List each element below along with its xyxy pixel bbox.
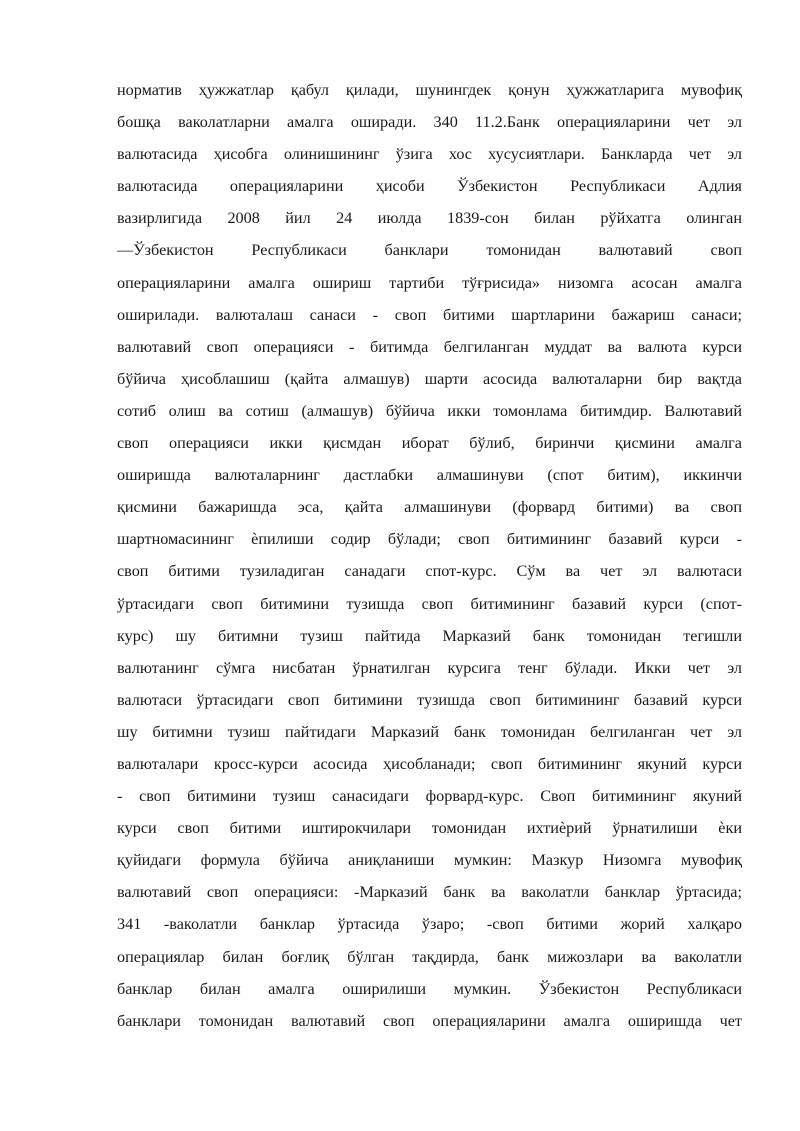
text-line: оширилади. валюталаш санаси - своп битими шартларини бажариш санаси; [117, 305, 742, 324]
text-line: валютавий своп операцияси: -Марказий банк ва ваколатли банклар ўртасида; [117, 883, 742, 902]
text-line: сотиб олиш ва сотиш (алмашув) бўйича икки томонлама битимдир. Валютавий [117, 401, 742, 420]
text-line: валютасида операцияларини ҳисоби Ўзбекистон Республикаси Адлия [117, 177, 742, 196]
text-line: банклар билан амалга оширилиши мумкин. Ўзбекистон Республикаси [117, 979, 742, 998]
text-line: банклари томонидан валютавий своп операцияларини амалга оширишда чет [117, 1011, 742, 1030]
text-line: валютавий своп операцияси - битимда белгиланган муддат ва валюта курси [117, 337, 742, 356]
text-line: ―Ўзбекистон Республикаси банклари томонидан валютавий своп [117, 241, 742, 260]
text-line: операциялар билан боғлиқ бўлган тақдирда, банк мижозлари ва ваколатли [117, 947, 742, 966]
text-line: своп операцияси икки қисмдан иборат бўлиб, биринчи қисмини амалга [117, 434, 742, 453]
text-line: ўртасидаги своп битимини тузишда своп битимининг базавий курси (спот- [117, 594, 742, 613]
text-line: - своп битимини тузиш санасидаги форвард-курс. Своп битимининг якуний [117, 787, 742, 806]
text-line: норматив ҳужжатлар қабул қилади, шунингдек қонун ҳужжатларига мувофиқ [117, 81, 742, 99]
text-line: бошқа ваколатларни амалга оширади. 340 11.2.Банк операцияларини чет эл [117, 113, 742, 132]
text-line: шартномасининг ѐпилиши содир бўлади; своп битимининг базавий курси - [117, 530, 742, 549]
text-line: қисмини бажаришда эса, қайта алмашинуви (форвард битими) ва своп [117, 498, 742, 517]
text-line: своп битими тузиладиган санадаги спот-курс. Сўм ва чет эл валютаси [117, 562, 742, 581]
text-line: операцияларини амалга ошириш тартиби тўғрисида» низомга асосан амалга [117, 273, 742, 292]
text-line: 341 -ваколатли банклар ўртасида ўзаро; -своп битими жорий халқаро [117, 915, 742, 934]
text-line: курси своп битими иштирокчилари томонидан ихтиѐрий ўрнатилиши ѐки [117, 819, 742, 838]
text-line: бўйича ҳисоблашиш (қайта алмашув) шарти асосида валюталарни бир вақтда [117, 369, 742, 388]
text-line: валюталари кросс-курси асосида ҳисобланади; своп битимининг якуний курси [117, 754, 742, 773]
text-line: қуйидаги формула бўйича аниқланиши мумкин: Мазкур Низомга мувофиқ [117, 851, 742, 870]
text-line: валютасида ҳисобга олинишининг ўзига хос хусусиятлари. Банкларда чет эл [117, 145, 742, 164]
text-line: оширишда валюталарнинг дастлабки алмашинуви (спот битим), иккинчи [117, 466, 742, 485]
body-text [117, 74, 742, 1037]
text-line: вазирлигида 2008 йил 24 июлда 1839-сон билан рўйхатга олинган [117, 209, 742, 228]
text-line: валютанинг сўмга нисбатан ўрнатилган курсига тенг бўлади. Икки чет эл [117, 658, 742, 677]
text-line: шу битимни тузиш пайтидаги Марказий банк томонидан белгиланган чет эл [117, 722, 742, 741]
text-line: курс) шу битимни тузиш пайтида Марказий банк томонидан тегишли [117, 626, 742, 645]
text-line: валютаси ўртасидаги своп битимини тузишда своп битимининг базавий курси [117, 690, 742, 709]
